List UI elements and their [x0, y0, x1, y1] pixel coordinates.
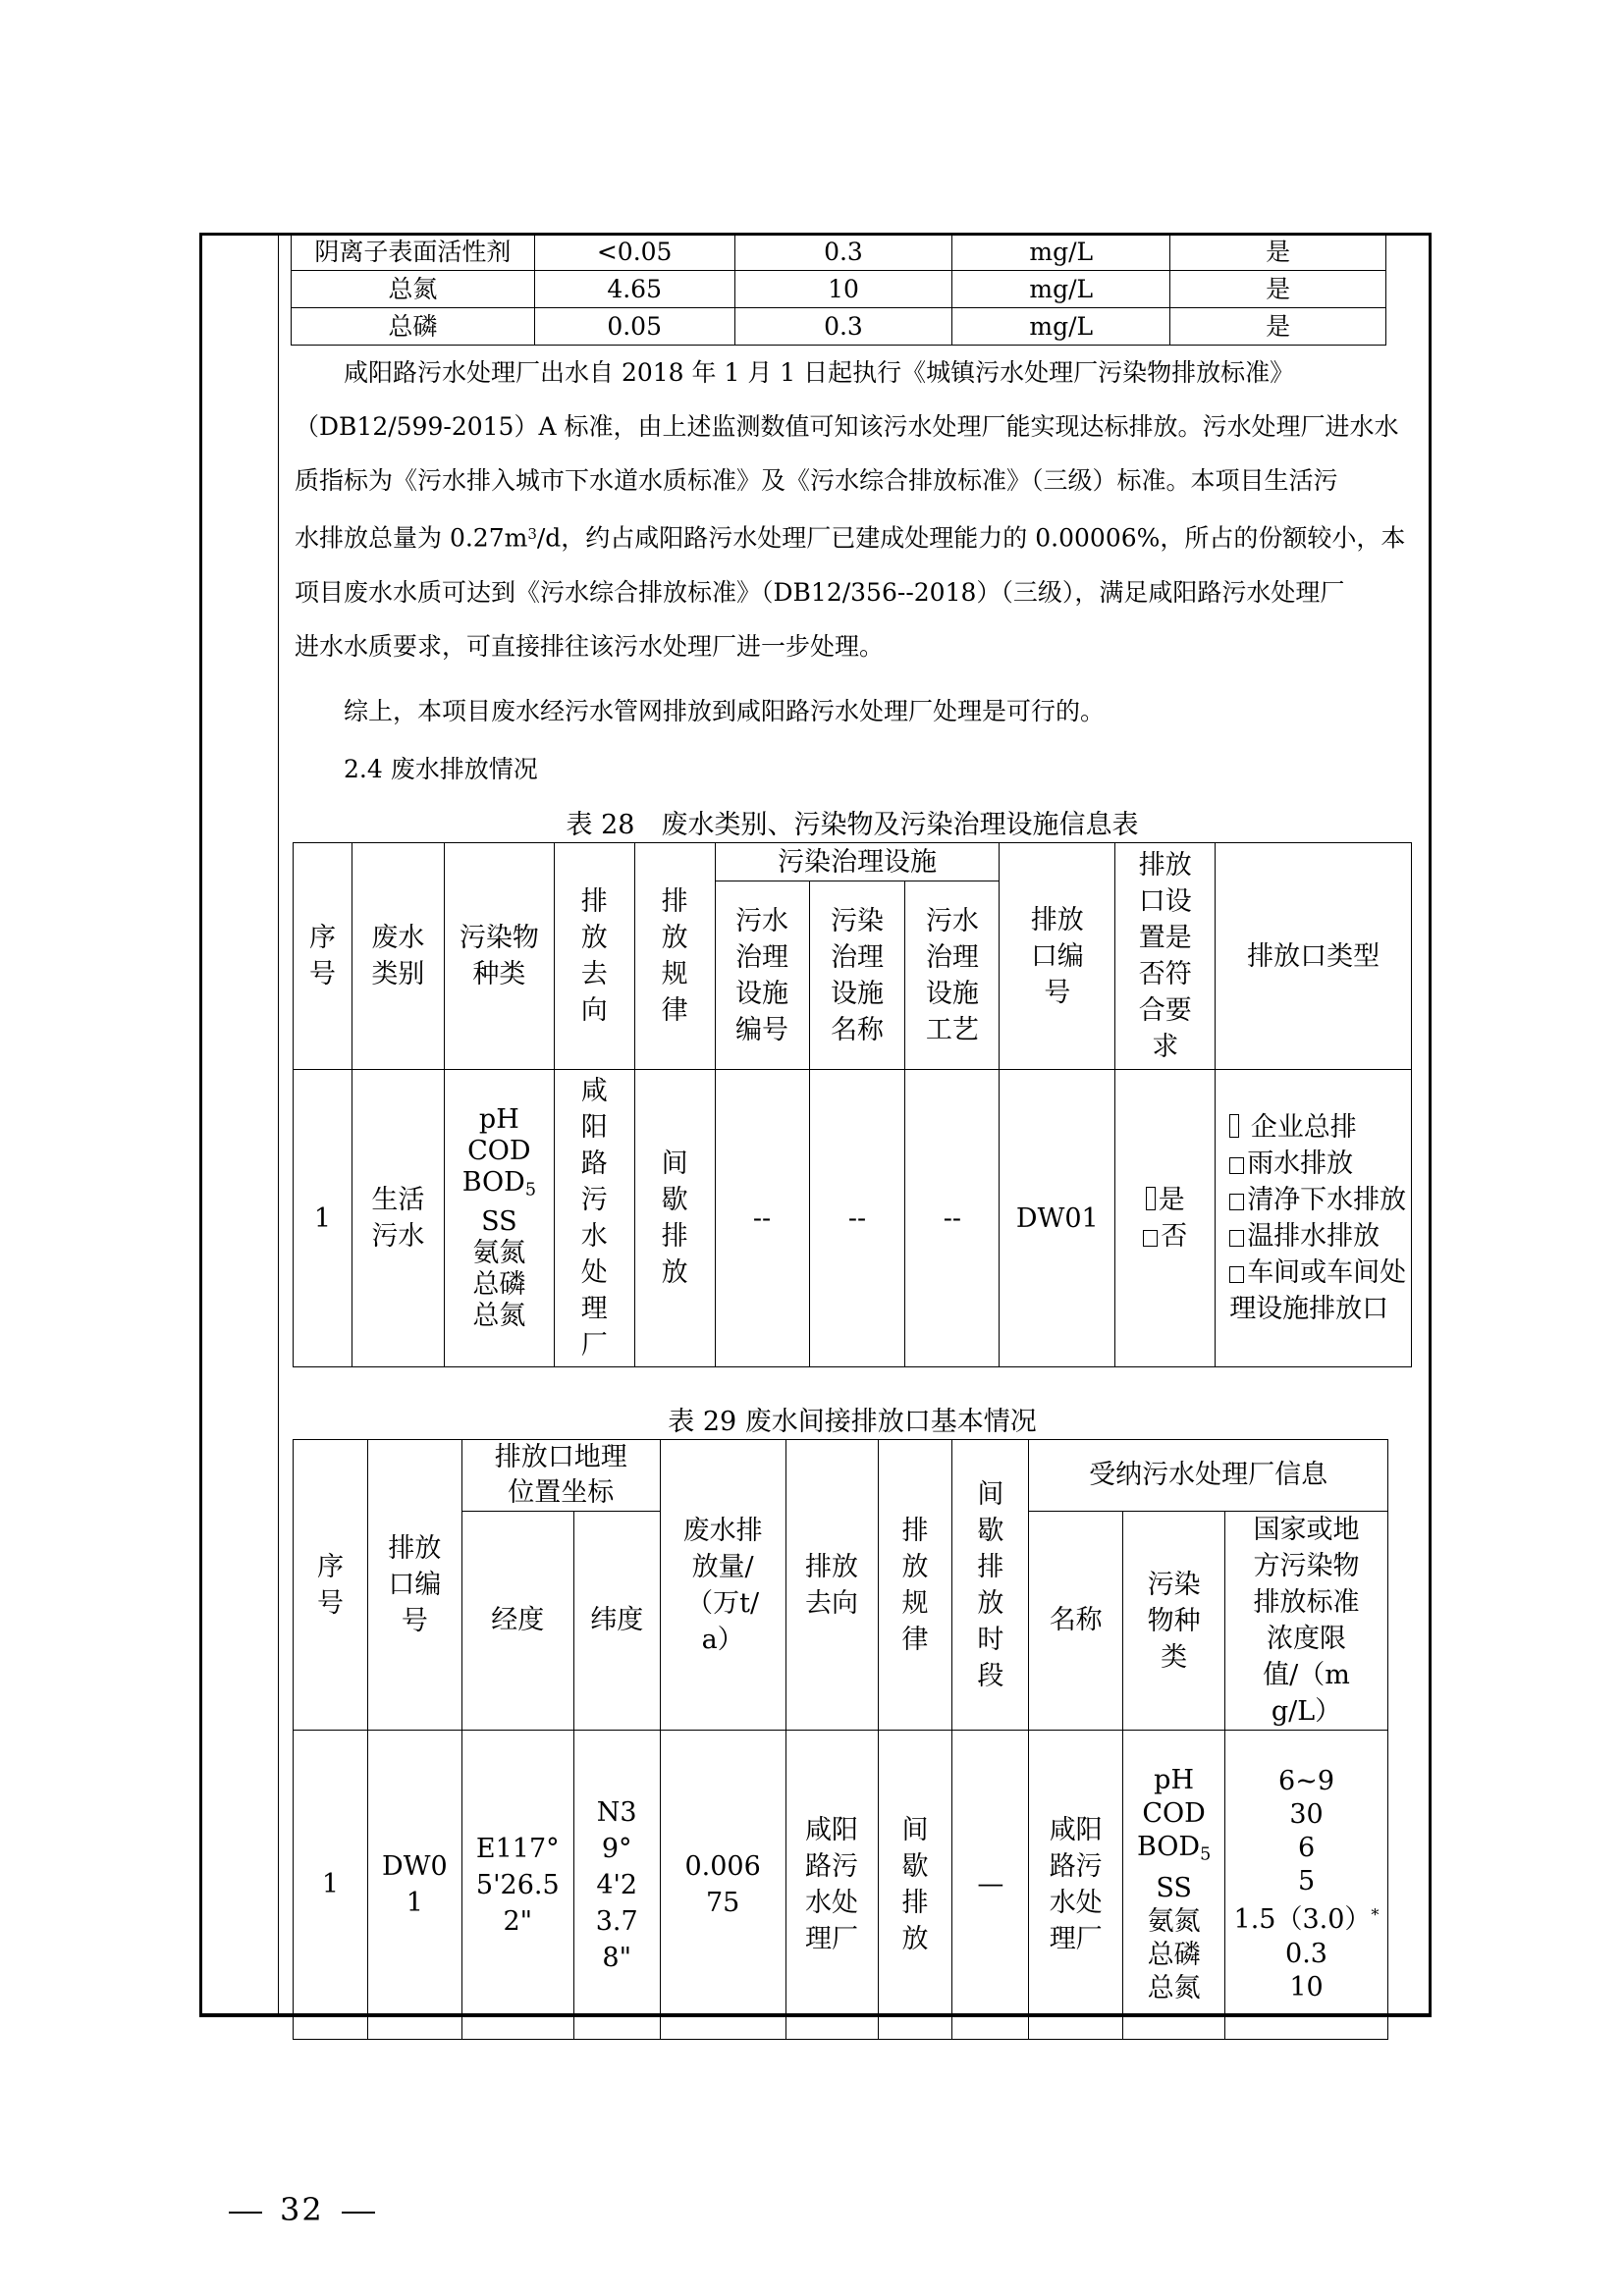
header-facility-group: 污染治理设施	[715, 843, 1000, 881]
cell-seq: 1	[294, 1070, 352, 1367]
cell-facility-no: --	[715, 1070, 809, 1367]
section-heading: 2.4 废水排放情况	[344, 755, 538, 783]
header-seq: 序号	[316, 1551, 344, 1619]
conclusion-paragraph: 综上，本项目废水经污水管网排放到咸阳路污水处理厂处理是可行的。	[344, 697, 1106, 725]
header-facility-no: 污水治理设施编号	[735, 905, 789, 1045]
cell-outlet-no: DW01	[1000, 1070, 1115, 1367]
text-line: 水排放总量为 $0.27m^3/d$，约占咸阳路污水处理厂已建成处理能力的 0.00006%，所占的份额较小，本	[295, 523, 1406, 553]
text-line: 咸阳路污水处理厂出水自 2018 年 1 月 1 日起执行《城镇污水处理厂污染物排放标准》	[344, 358, 1295, 387]
table-row	[294, 1731, 1388, 2040]
compliance: 是	[1170, 308, 1386, 346]
compliance: 是	[1170, 234, 1386, 271]
cell-compliant: 是 否	[1115, 1070, 1216, 1367]
pollutant-name: 总氮	[292, 271, 535, 308]
unit: mg/L	[952, 271, 1170, 308]
cell-facility-name: --	[809, 1070, 905, 1367]
page-number: 32	[280, 2191, 324, 2228]
footer-dash	[229, 2212, 262, 2214]
header-row	[294, 1440, 1388, 1512]
margin-rule	[278, 233, 279, 2017]
compliance: 是	[1170, 271, 1386, 308]
cell-intermittent: —	[952, 1731, 1029, 2040]
header-name: 名称	[1029, 1512, 1123, 1731]
checkbox-icon	[1143, 1230, 1158, 1247]
header-seq: 序号	[308, 923, 336, 989]
header-outlet-type: 排放口类型	[1216, 843, 1412, 1070]
header-facility-process: 污水治理设施工艺	[925, 905, 979, 1045]
unit: mg/L	[952, 234, 1170, 271]
text-line: （DB12/599-2015）A 标准，由上述监测数值可知该污水处理厂能实现达标排放。污水处理厂进水水	[295, 412, 1399, 441]
table-row	[292, 234, 1386, 271]
cell-limits: 6~9 30 6 5 1.5（3.0）* 0.3 10	[1225, 1731, 1388, 2040]
header-outlet-no: 排放口编号	[1030, 904, 1084, 1008]
header-volume: 废水排放量/（万t/a）	[682, 1515, 763, 1655]
table-row	[294, 1070, 1412, 1367]
cell-category: 生活污水	[371, 1185, 425, 1252]
cell-destination: 咸阳路污水处理厂	[805, 1815, 859, 1954]
cell-pattern: 间歇排放	[901, 1815, 929, 1954]
header-category: 废水类别	[371, 923, 425, 989]
text-line: 进水水质要求，可直接排往该污水处理厂进一步处理。	[295, 631, 885, 661]
header-facility-name: 污染治理设施名称	[830, 905, 884, 1045]
footer-dash	[342, 2212, 375, 2214]
cell-pattern: 间歇排放	[661, 1148, 688, 1288]
unit: mg/L	[952, 308, 1170, 346]
measured-value: 0.05	[534, 308, 734, 346]
cell-lon: E117°5'26.52"	[475, 1833, 560, 1937]
cell-plant-name: 咸阳路污水处理厂	[1049, 1815, 1103, 1954]
header-pollutants: 污染物种类	[459, 923, 539, 989]
text-line: 质指标为《污水排入城市下水道水质标准》及《污水综合排放标准》（三级）标准。本项目生活污	[295, 466, 1338, 495]
checkbox-icon	[1229, 1230, 1244, 1247]
header-pollutants: 污染物种类	[1147, 1569, 1201, 1673]
cell-pollutants: pH COD $BOD_5$ SS 氨氮 总磷 总氮	[444, 1070, 554, 1367]
cell-outlet-types: 企业总排 雨水排放 清净下水排放 温排水排放 车间或车间处理设施排放口	[1216, 1070, 1412, 1367]
limit-value: 10	[734, 271, 952, 308]
header-destination: 排放去向	[580, 886, 608, 1026]
cell-facility-process: --	[905, 1070, 1000, 1367]
table-row	[292, 308, 1386, 346]
header-lon: 经度	[461, 1512, 573, 1731]
text-line: 项目废水水质可达到《污水综合排放标准》（DB12/356--2018）（三级），满足咸阳路污水处理厂	[295, 577, 1345, 607]
cell-lat: N39°4'23.78"	[595, 1796, 638, 1973]
cell-destination: 咸阳路污水处理厂	[580, 1076, 608, 1361]
header-outlet-no: 排放口编号	[388, 1533, 442, 1636]
page-footer	[211, 2191, 393, 2228]
measured-value: 4.65	[534, 271, 734, 308]
measured-value: <0.05	[534, 234, 734, 271]
table-row	[292, 271, 1386, 308]
pollutant-name: 阴离子表面活性剂	[292, 234, 535, 271]
table-29	[293, 1439, 1388, 2040]
table-29-caption: 表 29 废水间接排放口基本情况	[668, 1407, 1037, 1437]
header-pattern: 排放规律	[661, 886, 688, 1026]
table-28-caption: 表 28 废水类别、污染物及污染治理设施信息表	[566, 810, 1139, 840]
header-compliant: 排放口设置是否符合要求	[1138, 850, 1192, 1062]
limit-value: 0.3	[734, 234, 952, 271]
cell-volume: 0.00675	[684, 1851, 761, 1918]
limit-value: 0.3	[734, 308, 952, 346]
cell-seq: 1	[294, 1731, 368, 2040]
pollutant-name: 总磷	[292, 308, 535, 346]
cell-outlet-no: DW01	[382, 1851, 448, 1918]
header-row	[294, 843, 1412, 881]
header-limit: 国家或地方污染物排放标准浓度限值/（mg/L）	[1253, 1515, 1360, 1727]
header-lat: 纬度	[573, 1512, 660, 1731]
header-intermittent: 间歇排放时段	[977, 1478, 1004, 1691]
header-coords: 排放口地理位置坐标	[461, 1440, 660, 1512]
checkbox-checked-icon	[1229, 1114, 1239, 1138]
checkbox-icon	[1229, 1194, 1244, 1210]
checkbox-icon	[1229, 1266, 1244, 1283]
table-28	[293, 842, 1412, 1367]
header-plant-info: 受纳污水处理厂信息	[1029, 1440, 1388, 1512]
checkbox-icon	[1229, 1157, 1244, 1174]
header-pattern: 排放规律	[901, 1515, 929, 1655]
monitoring-table	[291, 233, 1386, 346]
header-destination: 排放去向	[805, 1551, 859, 1619]
cell-pollutants: pH COD $BOD_5$ SS 氨氮 总磷 总氮	[1123, 1731, 1225, 2040]
body-paragraph	[295, 346, 1426, 673]
checkbox-checked-icon	[1146, 1187, 1156, 1210]
